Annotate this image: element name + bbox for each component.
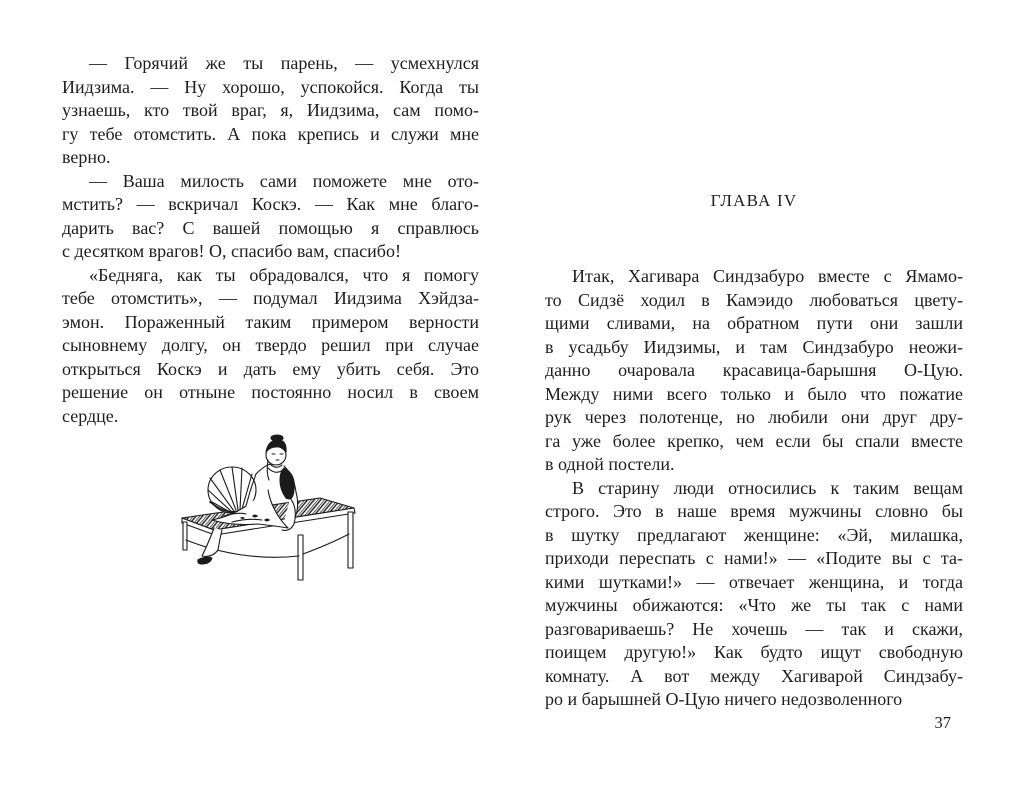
text-line: в усадьбу Иидзимы, и там Синдзабуро неожи-	[545, 336, 963, 357]
right-page	[512, 0, 1024, 802]
text-line: верно.	[62, 147, 111, 167]
text-line: мужчины обижаются: «Что же ты так с нами	[545, 595, 963, 615]
text-line: — Ваша милость сами поможете мне ото-	[89, 170, 479, 191]
text-line: га уже более крепко, чем если бы спали вместе	[545, 430, 963, 451]
text-line: гу тебе отомстить. А пока крепись и служи мне	[62, 123, 479, 144]
text-line: разговариваешь? Не хочешь — так и скажи,	[545, 618, 963, 639]
text-line: — Горячий же ты парень, — усмехнулся	[89, 53, 479, 73]
text-line: в шутку предлагают женщине: «Эй, милашка,	[545, 524, 963, 545]
text-line: мстить? — вскричал Коскэ. — Как мне благо-	[62, 194, 479, 214]
text-line: решение он отныне постоянно носил в своем	[62, 382, 479, 402]
text-line: узнаешь, кто твой враг, я, Иидзима, сам помо-	[62, 100, 479, 120]
left-page-text	[62, 52, 479, 428]
text-line: комнату. А вот между Хагиварой Синдзабу-	[545, 665, 963, 686]
text-line: эмон. Пораженный таким примером верности	[62, 311, 479, 332]
text-line: кими шутками!» — отвечает женщина, и тогда	[545, 571, 963, 592]
right-page-text	[545, 265, 963, 712]
text-line: Итак, Хагивара Синдзабуро вместе с Ямамо-	[572, 266, 963, 286]
paragraph	[545, 265, 963, 477]
text-line: то Сидзё ходил в Камэидо любоваться цвету-	[545, 289, 963, 310]
text-line: ро и барышней О-Цую ничего недозволенного	[545, 689, 903, 709]
text-line: рук через полотенце, но любили они друг дру-	[545, 407, 963, 427]
text-line: щими сливами, на обратном пути они зашли	[545, 313, 963, 333]
text-line: с десятком врагов! О, спасибо вам, спасибо!	[62, 241, 401, 261]
paragraph	[62, 264, 479, 429]
paragraph	[545, 477, 963, 712]
text-line: строго. Это в наше время мужчины словно бы	[545, 501, 963, 521]
text-line: сердце.	[62, 405, 119, 426]
page-number: 37	[934, 713, 951, 732]
text-line: приходи переспать с нами!» — «Подите вы с та-	[545, 548, 963, 568]
text-line: дарить вас? С вашей помощью я справлюсь	[62, 217, 479, 238]
text-line: Между ними всего только и было что пожатие	[545, 383, 963, 404]
text-line: тебе отомстить», — подумал Иидзима Хэйдза-	[62, 288, 479, 308]
paragraph	[62, 52, 479, 170]
illustration-seated-figure-on-bench	[172, 432, 362, 586]
text-line: открыться Коскэ и дать ему убить себя. Это	[62, 358, 479, 379]
text-line: сыновнему долгу, он твердо решил при случае	[62, 335, 479, 355]
chapter-heading: ГЛАВА IV	[710, 191, 798, 210]
text-line: Иидзима. — Ну хорошо, успокойся. Когда ты	[62, 76, 479, 97]
text-line: В старину люди относились к таким вещам	[572, 477, 963, 498]
text-line: данно очаровала красавица-барышня О-Цую.	[545, 360, 963, 380]
woodblock-illustration	[172, 432, 362, 586]
text-line: «Бедняга, как ты обрадовался, что я помогу	[89, 264, 479, 285]
text-line: в одной постели.	[545, 454, 675, 474]
paragraph	[62, 170, 479, 264]
text-line: поищем другую!» Как будто ищут свободную	[545, 642, 963, 662]
